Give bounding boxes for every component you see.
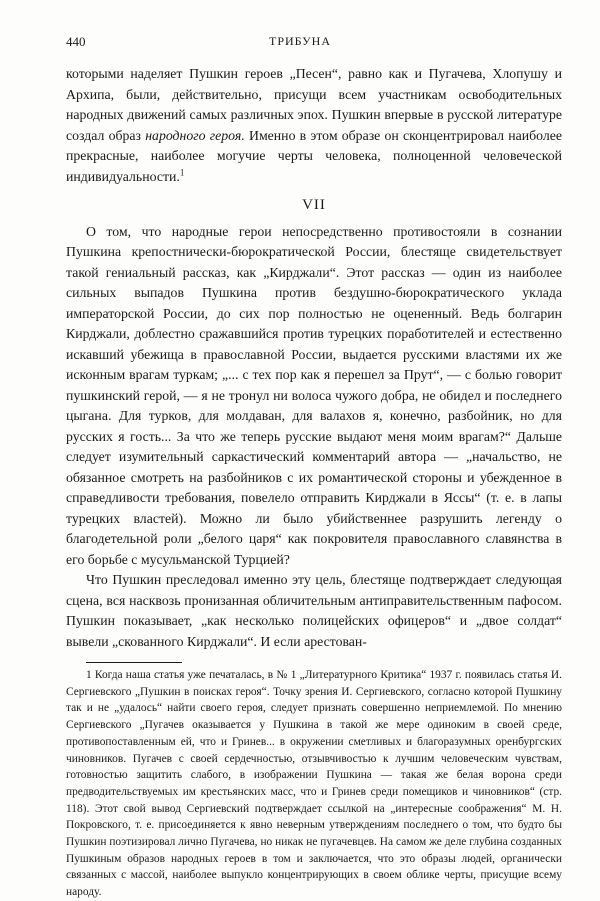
running-title: ТРИБУНА [269, 34, 331, 48]
footnote-text: Когда наша статья уже печаталась, в № 1 „Литературного Критика“ 1937 г. появилась статья И. Сергиевского „Пушкин в поисках героя“. Точку зрения И. Сергиевского, согласно которой Пушкину так и не „удалось“ найти своего героя, следует признать совершенно неприемлемой. По мнению Сергиевского „Пугачев оказывается у Пушкина в такой же мере одиноким в своей среде, противопоставленным ей, что и Гринев... в окружении сметливых и благоразумных оренбургских чиновников. Пугачев с своей сердечностью, отзывчивостью к лучшим человеческим чувствам, готовностью защитить слабого, в изображении Пушкина — такая же белая ворона среди предводительствуемых им крестьянских масс, что и Гринев среди помещиков и чиновников“ (стр. 118). Этот свой вывод Сергиевский подтверждает ссылкой на „интересные соображения“ М. Н. Покровского, т. е. присоединяется к явно неверным утверждениям последнего о том, что будто бы Пушкин поэтизировал лично Пугачева, но никак не пугачевцев. На самом же деле глубина созданных Пушкиным образов народных героев в том и заключается, что это образы людей, органически связанных с массой, наиболее выпукло концентрирующих в своем облике черты, присущие всему народу. [66, 669, 562, 899]
paragraph-3: Что Пушкин преследовал именно эту цель, блестяще подтверждает следующая сцена, вся насквозь пронизанная обличительным антиправительственным пафосом. Пушкин показывает, „как несколько полицейских офицеров“ и „двое солдат“ вывели „скованного Кирджали“. И если арестован- [66, 572, 562, 649]
emphasis-people-hero: народного героя. [145, 127, 245, 143]
main-text [66, 64, 562, 901]
page-number: 440 [66, 34, 86, 49]
paragraph-2: О том, что народные герои непосредственно противостояли в сознании Пушкина крепостнически-бюрократической России, блестяще свидетельствует такой гениальный рассказ, как „Кирджали“. Этот рассказ — один из наиболее сильных выпадов Пушкина против бездушно-бюрократического уклада императорской России, до сих пор полностью не оцененный. Ведь болгарин Кирджали, доблестно сражавшийся против турецких поработителей и естественно искавший убежища в православной России, выдается русскими властями их же исконным врагам туркам; „... с тех пор как я перешел за Прут“, — с болью говорит пушкинский герой, — я не тронул ни волоса чужого добра, не обидел и последнего цыгана. Для турков, для молдаван, для валахов я, конечно, разбойник, но для русских я гость... За что же теперь русские выдают меня моим врагам?“ Дальше следует изумительный саркастический комментарий автора — „начальство, не обязанное смотреть на разбойников с их романтической стороны и убежденное в справедливости требования, повелело отправить Кирджали в Яссы“ (т. е. в лапы турецких властей). Можно ли было убийственнее разрушить легенду о благодетельной роли „белого царя“ как покровителя православного славянства в его борьбе с мусульманской Турцией? [66, 223, 562, 567]
section-heading: VII [302, 197, 326, 213]
footnote-1 [66, 667, 562, 901]
paragraph-1: которыми наделяет Пушкин героев „Песен“, равно как и Пугачева, Хлопушу и Архипа, были, действительно, присущи всем участникам освободительных народных движений самых различных эпох. Пушкин впервые в русской литературе создал образ народного героя. Именно в этом образе он сконцентрировал наиболее прекрасные, наиболее могучие черты человека, полноценной человеческой индивидуальности.$^1$ [66, 66, 562, 184]
footnote-number: 1 [86, 669, 92, 681]
footnote-divider [86, 662, 182, 663]
footnote-ref[interactable]: 1 [179, 166, 185, 177]
